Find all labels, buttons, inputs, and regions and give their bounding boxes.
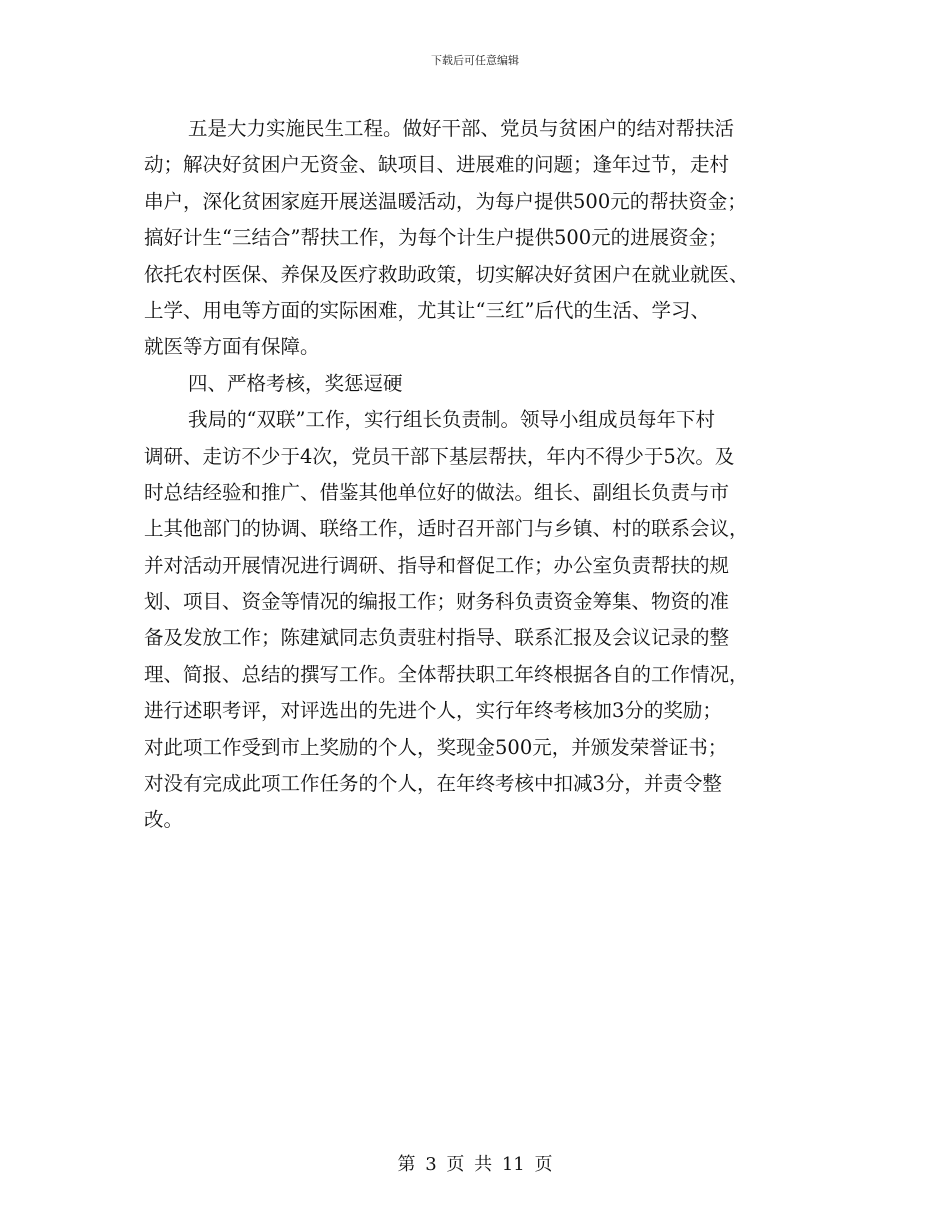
paragraph-assessment: [144, 402, 824, 839]
text-line: 搞好计生“三结合”帮扶工作，为每个计生户提供500元的进展资金；: [144, 226, 728, 250]
text-line: 串户，深化贫困家庭开展送温暖活动，为每户提供500元的帮扶资金；: [144, 189, 747, 213]
text-line: 依托农村医保、养保及医疗救助政策，切实解决好贫困户在就业就医、: [144, 262, 749, 286]
text-line: 时总结经验和推广、借鉴其他单位好的做法。组长、副组长负责与市: [144, 480, 730, 504]
text-line: 对没有完成此项工作任务的个人，在年终考核中扣减3分，并责令整: [144, 772, 722, 796]
text-line: 就医等方面有保障。: [144, 335, 320, 359]
text-line: 动；解决好贫困户无资金、缺项目、进展难的问题；逢年过节，走村: [144, 153, 730, 177]
section-heading: 四、严格考核，奖惩逗硬: [188, 371, 403, 395]
text-line: 理、简报、总结的撰写工作。全体帮扶职工年终根据各自的工作情况，: [144, 662, 749, 686]
text-line: 并对活动开展情况进行调研、指导和督促工作；办公室负责帮扶的规: [144, 553, 730, 577]
text-line: 改。: [144, 808, 184, 832]
text-line: 进行述职考评，对评选出的先进个人，实行年终考核加3分的奖励；: [144, 699, 722, 723]
text-line: 上学、用电等方面的实际困难，尤其让“三红”后代的生活、学习、: [144, 298, 710, 322]
text-line: 划、项目、资金等情况的编报工作；财务科负责资金筹集、物资的准: [144, 590, 730, 614]
paragraph-livelihood-project: [144, 111, 824, 366]
page-number-footer: 第 3 页 共 11 页: [397, 1154, 553, 1175]
text-line: 上其他部门的协调、联络工作，适时召开部门与乡镇、村的联系会议，: [144, 517, 749, 541]
text-line: 对此项工作受到市上奖励的个人，奖现金500元，并颁发荣誉证书；: [144, 735, 728, 759]
text-line: 五是大力实施民生工程。做好干部、党员与贫困户的结对帮扶活: [188, 117, 735, 140]
document-body: [144, 111, 824, 839]
page-header: 下载后可任意编辑: [431, 54, 519, 67]
text-line: 备及发放工作；陈建斌同志负责驻村指导、联系汇报及会议记录的整: [144, 626, 730, 650]
text-line: 我局的“双联”工作，实行组长负责制。领导小组成员每年下村: [188, 408, 715, 432]
text-line: 调研、走访不少于4次，党员干部下基层帮扶，年内不得少于5次。及: [144, 444, 735, 468]
